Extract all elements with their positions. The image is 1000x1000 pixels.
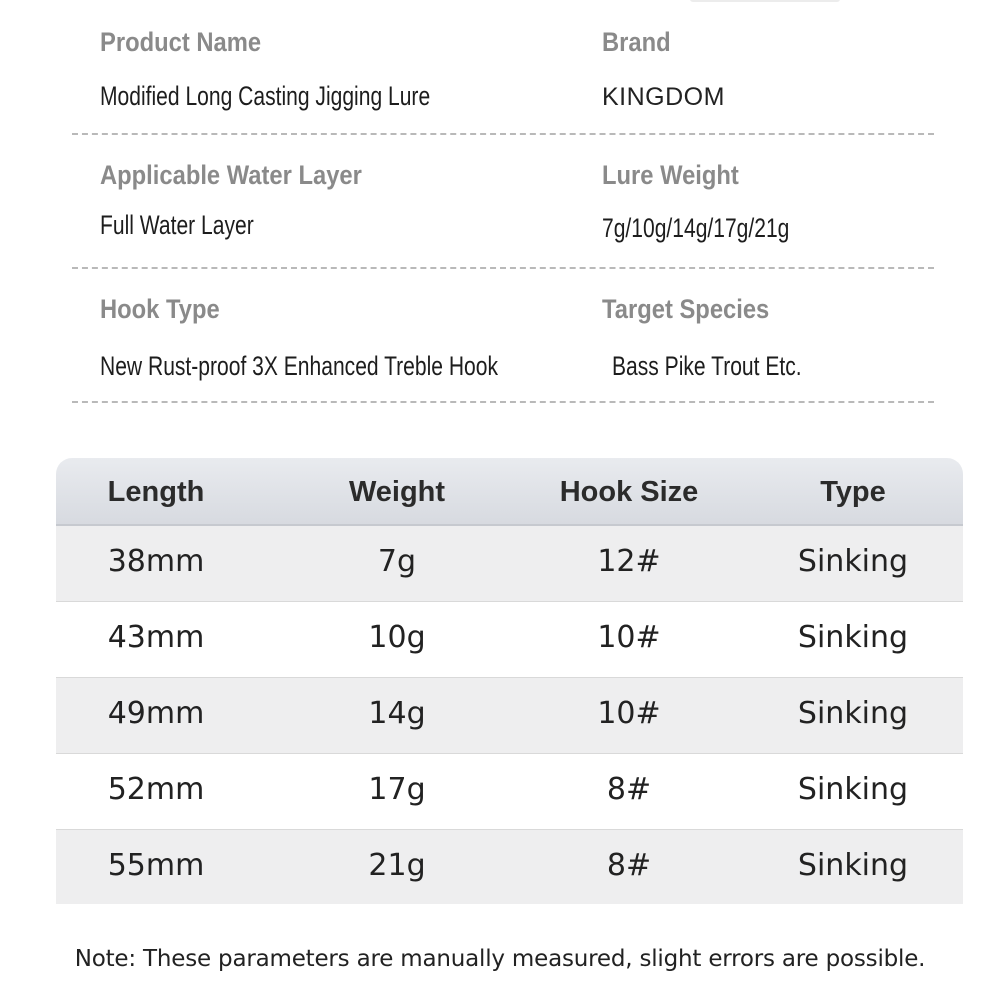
spec-row — [72, 135, 934, 269]
cell-weight: 17g — [368, 772, 426, 807]
cell-type: Sinking — [797, 696, 909, 731]
cell-hook-size: 8# — [606, 848, 652, 883]
spec-label: Lure Weight — [602, 160, 739, 190]
spec-label: Target Species — [602, 294, 770, 324]
cell-hook-size: 12# — [597, 544, 661, 579]
spec-value: Full Water Layer — [100, 210, 254, 240]
parameter-table — [56, 458, 963, 904]
spec-label: Brand — [602, 27, 671, 57]
cell-type: Sinking — [797, 848, 909, 883]
spec-list — [72, 0, 934, 403]
header-hook-size: Hook Size — [559, 476, 699, 508]
cell-length: 49mm — [107, 696, 205, 731]
spec-value: KINGDOM — [602, 83, 725, 111]
spec-value: New Rust-proof 3X Enhanced Treble Hook — [100, 351, 499, 381]
header-weight: Weight — [348, 476, 446, 508]
cell-hook-size: 8# — [606, 772, 652, 807]
table-row — [56, 526, 963, 602]
cell-length: 55mm — [107, 848, 205, 883]
header-length: Length — [107, 476, 205, 508]
table-row — [56, 830, 963, 904]
cell-weight: 7g — [377, 544, 417, 579]
spec-value: 7g/10g/14g/17g/21g — [602, 213, 790, 243]
measurement-note: Note: These parameters are manually measured, slight errors are possible. — [74, 946, 926, 972]
spec-row — [72, 0, 934, 135]
spec-value: Modified Long Casting Jigging Lure — [100, 81, 431, 111]
cell-type: Sinking — [797, 620, 909, 655]
cell-hook-size: 10# — [597, 620, 661, 655]
table-row — [56, 602, 963, 678]
table-row — [56, 678, 963, 754]
cell-weight: 21g — [368, 848, 426, 883]
header-type: Type — [820, 476, 886, 508]
spec-label: Hook Type — [100, 294, 220, 324]
cell-length: 43mm — [107, 620, 205, 655]
cell-weight: 10g — [368, 620, 426, 655]
cell-weight: 14g — [368, 696, 426, 731]
table-row — [56, 754, 963, 830]
spec-row — [72, 269, 934, 403]
spec-label: Applicable Water Layer — [100, 160, 362, 190]
cell-hook-size: 10# — [597, 696, 661, 731]
table-header — [56, 458, 963, 526]
cell-length: 52mm — [107, 772, 205, 807]
spec-value: Bass Pike Trout Etc. — [612, 351, 802, 381]
cell-type: Sinking — [797, 772, 909, 807]
cell-type: Sinking — [797, 544, 909, 579]
cell-length: 38mm — [107, 544, 205, 579]
spec-label: Product Name — [100, 27, 262, 57]
